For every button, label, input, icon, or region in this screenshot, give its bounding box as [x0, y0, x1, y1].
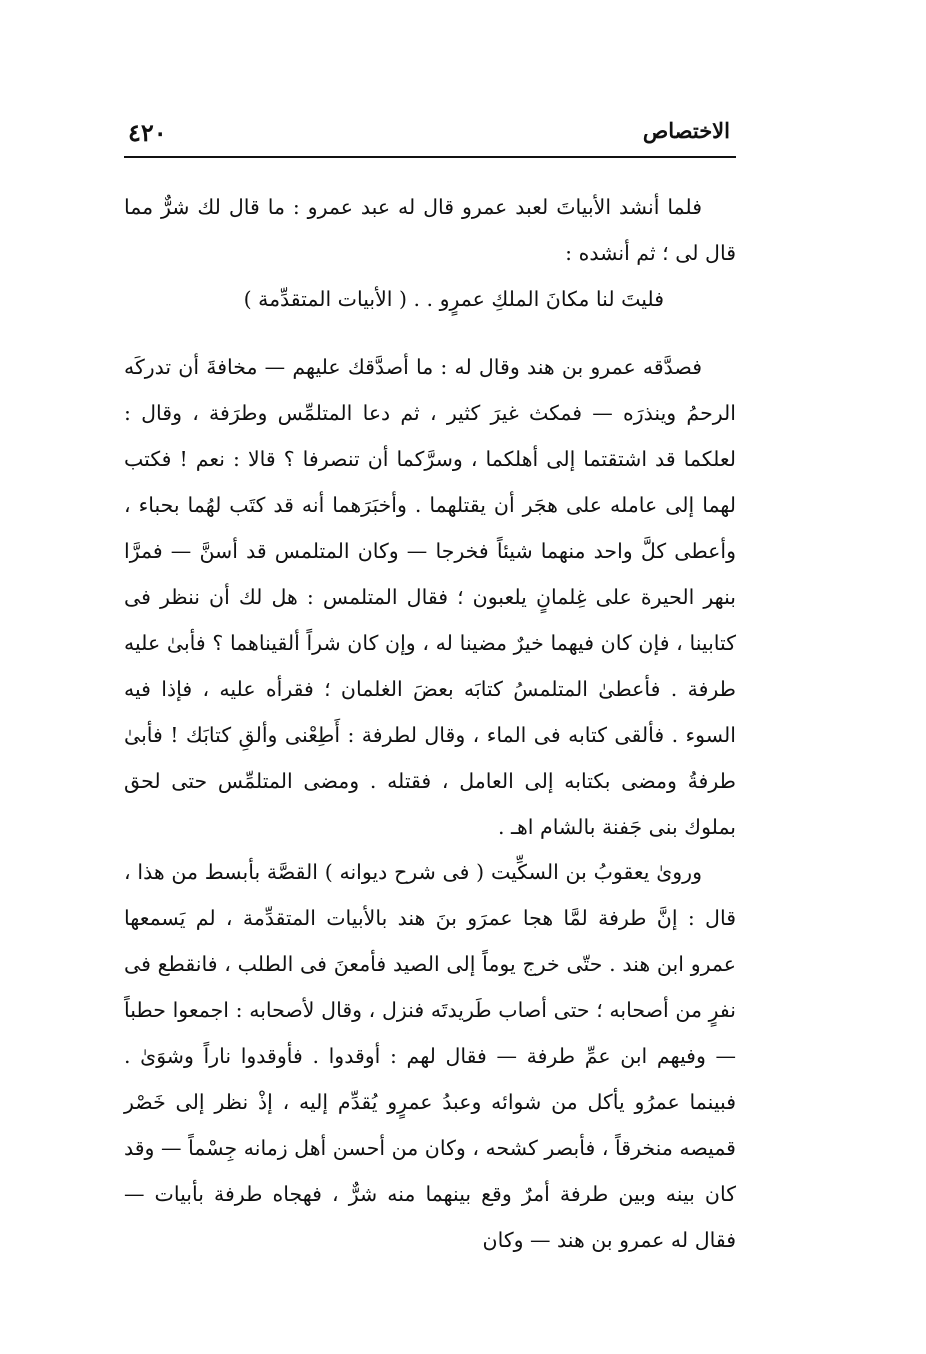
header-rule [124, 156, 736, 158]
running-header [124, 116, 736, 150]
paragraph-3: وروىٰ يعقوبُ بن السكِّيت ( فى شرح ديوانه ) القصَّة بأبسط من هذا ، قال : إنَّ طرفة لمَّا هجا عمرَو بنَ هند بالأبيات المتقدِّمة ، لم يَسمعها عمرو ابن هند . حتّى خرج يوماً إلى الصيد فأمعنَ فى الطلب ، فانقطع فى نفرٍ من أصحابه ؛ حتى أصاب طَريدتَه فنزل ، وقال لأصحابه : اجمعوا حطباً — وفيهم ابن عمِّ طرفة — فقال لهم : أوقدوا . فأوقدوا ناراً وشوَىٰ . فبينما عمرُو يأكل من شوائه وعبدُ عمرٍو يُقدِّم إليه ، إذْ نظر إلى خَصْر قميصه منخرقاً ، فأبصر كشحه ، وكان من أحسن أهل زمانه جِسْماً — وقد كان بينه وبين طرفة أمرٌ وقع بينهما منه شرٌّ ، فهجاه طرفة بأبيات — فقال له عمرو بن هند — وكان [124, 860, 736, 1252]
text-block-story [124, 344, 736, 850]
verse-line: فليتَ لنا مكانَ الملكِ عمرٍو . . ( الأبيات المتقدِّمة ) [243, 287, 664, 311]
book-title: الاختصاص [642, 118, 730, 143]
text-block-opening [124, 184, 736, 322]
text-block-narration [124, 849, 736, 1263]
paragraph-2: فصدَّقه عمرو بن هند وقال له : ما أصدَّقك عليهم — مخافةَ أن تدركَه الرحمُ وينذرَه — فمكث غيرَ كثير ، ثم دعا المتلمِّس وطرَفة ، وقال : لعلكما قد اشتقتما إلى أهلكما ، وسرَّكما أن تنصرفا ؟ قالا : نعم ! فكتب لهما إلى عامله على هجَر أن يقتلهما . وأخبَرَهما أنه قد كتَب لهُما بحباء ، وأعطى كلَّ واحد منهما شيئاً فخرجا — وكان المتلمس قد أسنَّ — فمرَّا بنهر الحيرة على غِلمانٍ يلعبون ؛ فقال المتلمس : هل لك أن ننظر فى كتابينا ، فإن كان فيهما خيرٌ مضينا له ، وإن كان شراً ألقيناهما ؟ فأبىٰ عليه طرفة . فأعطىٰ المتلمسُ كتابَه بعضَ الغلمان ؛ فقرأه عليه ، فإذا فيه السوء . فألقى كتابه فى الماء ، وقال لطرفة : أَطِعْنى وألقِ كتابَك ! فأبىٰ طرفةُ ومضى بكتابه إلى العامل ، فقتله . ومضى المتلمِّس حتى لحق بملوك بنى جَفنة بالشام اهـ . [124, 355, 736, 839]
paragraph-1: فلما أنشد الأبياتَ لعبد عمرو قال له عبد عمرو : ما قال لك شرٌّ مما قال لى ؛ ثم أنشده : [124, 195, 736, 265]
page-number: ٤٢٠ [128, 118, 167, 147]
